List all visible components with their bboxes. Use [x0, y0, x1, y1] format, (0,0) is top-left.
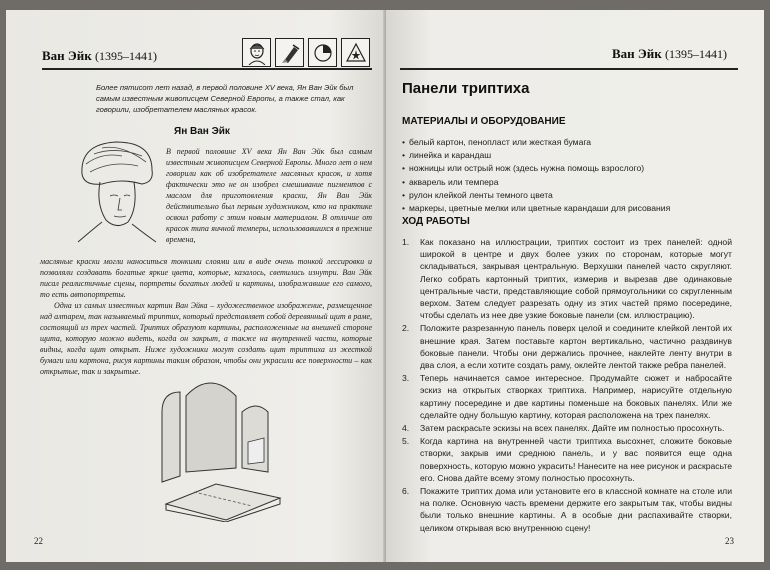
intro-text: Более пятисот лет назад, в первой половине XV века, Ян Ван Эйк был самым известным живописцем Северной Европы, а также стал, как говорили, изобретателем масляных красок. [96, 83, 354, 114]
paragraph-2: Одна из самых известных картин Ван Эйка – художественное изображение, размещенное над алтарем, так называемый триптих, который представляет собой деревянный щит в раме, состоящий из трех частей. Триптих образуют картины, расположенные на внешней стороне щита, которую можно видеть, когда он закрыт, а также на внутренней части, которые видны, когда щит открыт. Ниже художники могут создать щит триптиха из жесткой бумаги или картона, рисуя картины таким образом, чтобы они украсили все поверхности – как открытые, так и закрытые. [40, 301, 372, 376]
step-number: 1. [402, 237, 410, 247]
left-header-rule [42, 68, 372, 70]
left-header-name: Ван Эйк [42, 48, 92, 63]
list-item: • акварель или темпера [402, 176, 670, 189]
right-header-title [612, 46, 727, 62]
step-item [402, 422, 732, 434]
list-item: • линейка и карандаш [402, 149, 670, 162]
step-number: 2. [402, 323, 410, 334]
list-item: • ножницы или острый нож (здесь нужна помощь взрослого) [402, 162, 670, 175]
step-item [402, 435, 732, 484]
van-eyck-portrait-illustration [72, 134, 160, 244]
step-item [402, 485, 732, 534]
steps-heading: ХОД РАБОТЫ [402, 216, 470, 227]
pie-segment-icon [308, 38, 337, 67]
right-header-years: (1395–1441) [664, 47, 727, 61]
triptych-illustration [156, 372, 296, 522]
left-header [42, 38, 372, 76]
star-triangle-icon [341, 38, 370, 67]
brush-icon [275, 38, 304, 67]
step-item [402, 372, 732, 421]
paragraph-1a: В первой половине XV века Ян Ван Эйк был самым известным живописцем Северной Европы. Много лет о нем говорили как об изобретателе масляных красок, и хотя фактически это не он изобрел смешивание пигментов с маслом для приготовления краски, Ян Ван Эйк действительно был первым художником, кто на практике освоил работу с этим новым материалом. В отличие от красок типа яичной темперы, использовавшихся в прежние времена, [166, 147, 372, 244]
step-text: Затем раскрасьте эскизы на всех панелях. Дайте им полностью просохнуть. [420, 423, 725, 434]
portrait-icon [242, 38, 271, 67]
right-header-rule [400, 68, 738, 70]
header-icon-strip [242, 38, 370, 67]
list-item: • белый картон, пенопласт или жесткая бумага [402, 136, 670, 149]
step-text: Когда картина на внутренней части триптиха высохнет, сложите боковые створки, закрыв ими среднюю панель, и у вас появится еще одна поверхность, которую можно украсить! Нанесите на нее рисунок и раскрасьте его. Снова дайте всему этому полностью просохнуть. [420, 436, 732, 483]
section-title: Ян Ван Эйк [174, 126, 230, 137]
step-text: Покажите триптих дома или установите его в классной комнате на столе или на полке. Основную часть времени держите его закрытым так, чтобы видны были только внешние картины. А в особые дни распахивайте створки, целиком открывая всю внутреннюю сцену! [420, 486, 732, 533]
left-header-years: (1395–1441) [94, 49, 157, 63]
right-page-number: 23 [725, 536, 734, 546]
right-page [386, 10, 764, 562]
right-header-name: Ван Эйк [612, 46, 662, 61]
step-number: 6. [402, 486, 410, 497]
steps-list [402, 236, 732, 535]
step-number: 5. [402, 436, 410, 447]
paragraph-1b: масляные краски могли наноситься тонкими слоями или в виде очень тонкой лессировки и позволяли создавать богатые яркие цвета, которые, казалось, светились изнутри. Ван Эйк писал реалистичные сцены, портреты богатых людей и картины, изображавшие его самого, то есть автопортреты. [40, 257, 372, 299]
step-item [402, 322, 732, 371]
step-text: Положите разрезанную панель поверх целой и соедините клейкой лентой их внешние края. Затем поставьте картон вертикально, частично раздвинув боковые панели. Чтобы они держались прочнее, наклейте ленту внутри в два слоя, а если хотите создать раму, оклейте лентой также ребра панелей. [420, 323, 732, 371]
list-item: • маркеры, цветные мелки или цветные карандаши для рисования [402, 202, 670, 215]
project-title: Панели триптиха [402, 80, 530, 97]
step-number: 3. [402, 373, 410, 384]
step-text: Как показано на иллюстрации, триптих состоит из трех панелей: одной широкой в центре и двух более узких по сторонам, которые могут складываться, закрывая центральную. Верхушки панелей часто скругляют. Легко собрать картонный триптих, измерив и вырезав две одинаковые центральные части, представляющие собой прямоугольники со скругленным верхом. Затем следует разрезать одну из этих частей прямо посередине, чтобы сделать из нее две узкие боковые панели (см. иллюстрацию). [420, 237, 732, 321]
materials-list [402, 136, 670, 215]
step-item [402, 236, 732, 321]
left-page-number: 22 [34, 536, 43, 546]
left-page [6, 10, 386, 562]
step-number: 4. [402, 423, 410, 434]
list-item: • рулон клейкой ленты темного цвета [402, 189, 670, 202]
left-header-title [42, 48, 157, 64]
materials-heading: МАТЕРИАЛЫ И ОБОРУДОВАНИЕ [402, 116, 566, 127]
step-text: Теперь начинается самое интересное. Продумайте сюжет и набросайте эскиз на открытых створках триптиха. Например, нарисуйте отдельную картину посередине и две картины поменьше на боковых панелях. Или же сделайте одну большую картину, которая расположена на трех панелях. [420, 373, 732, 420]
